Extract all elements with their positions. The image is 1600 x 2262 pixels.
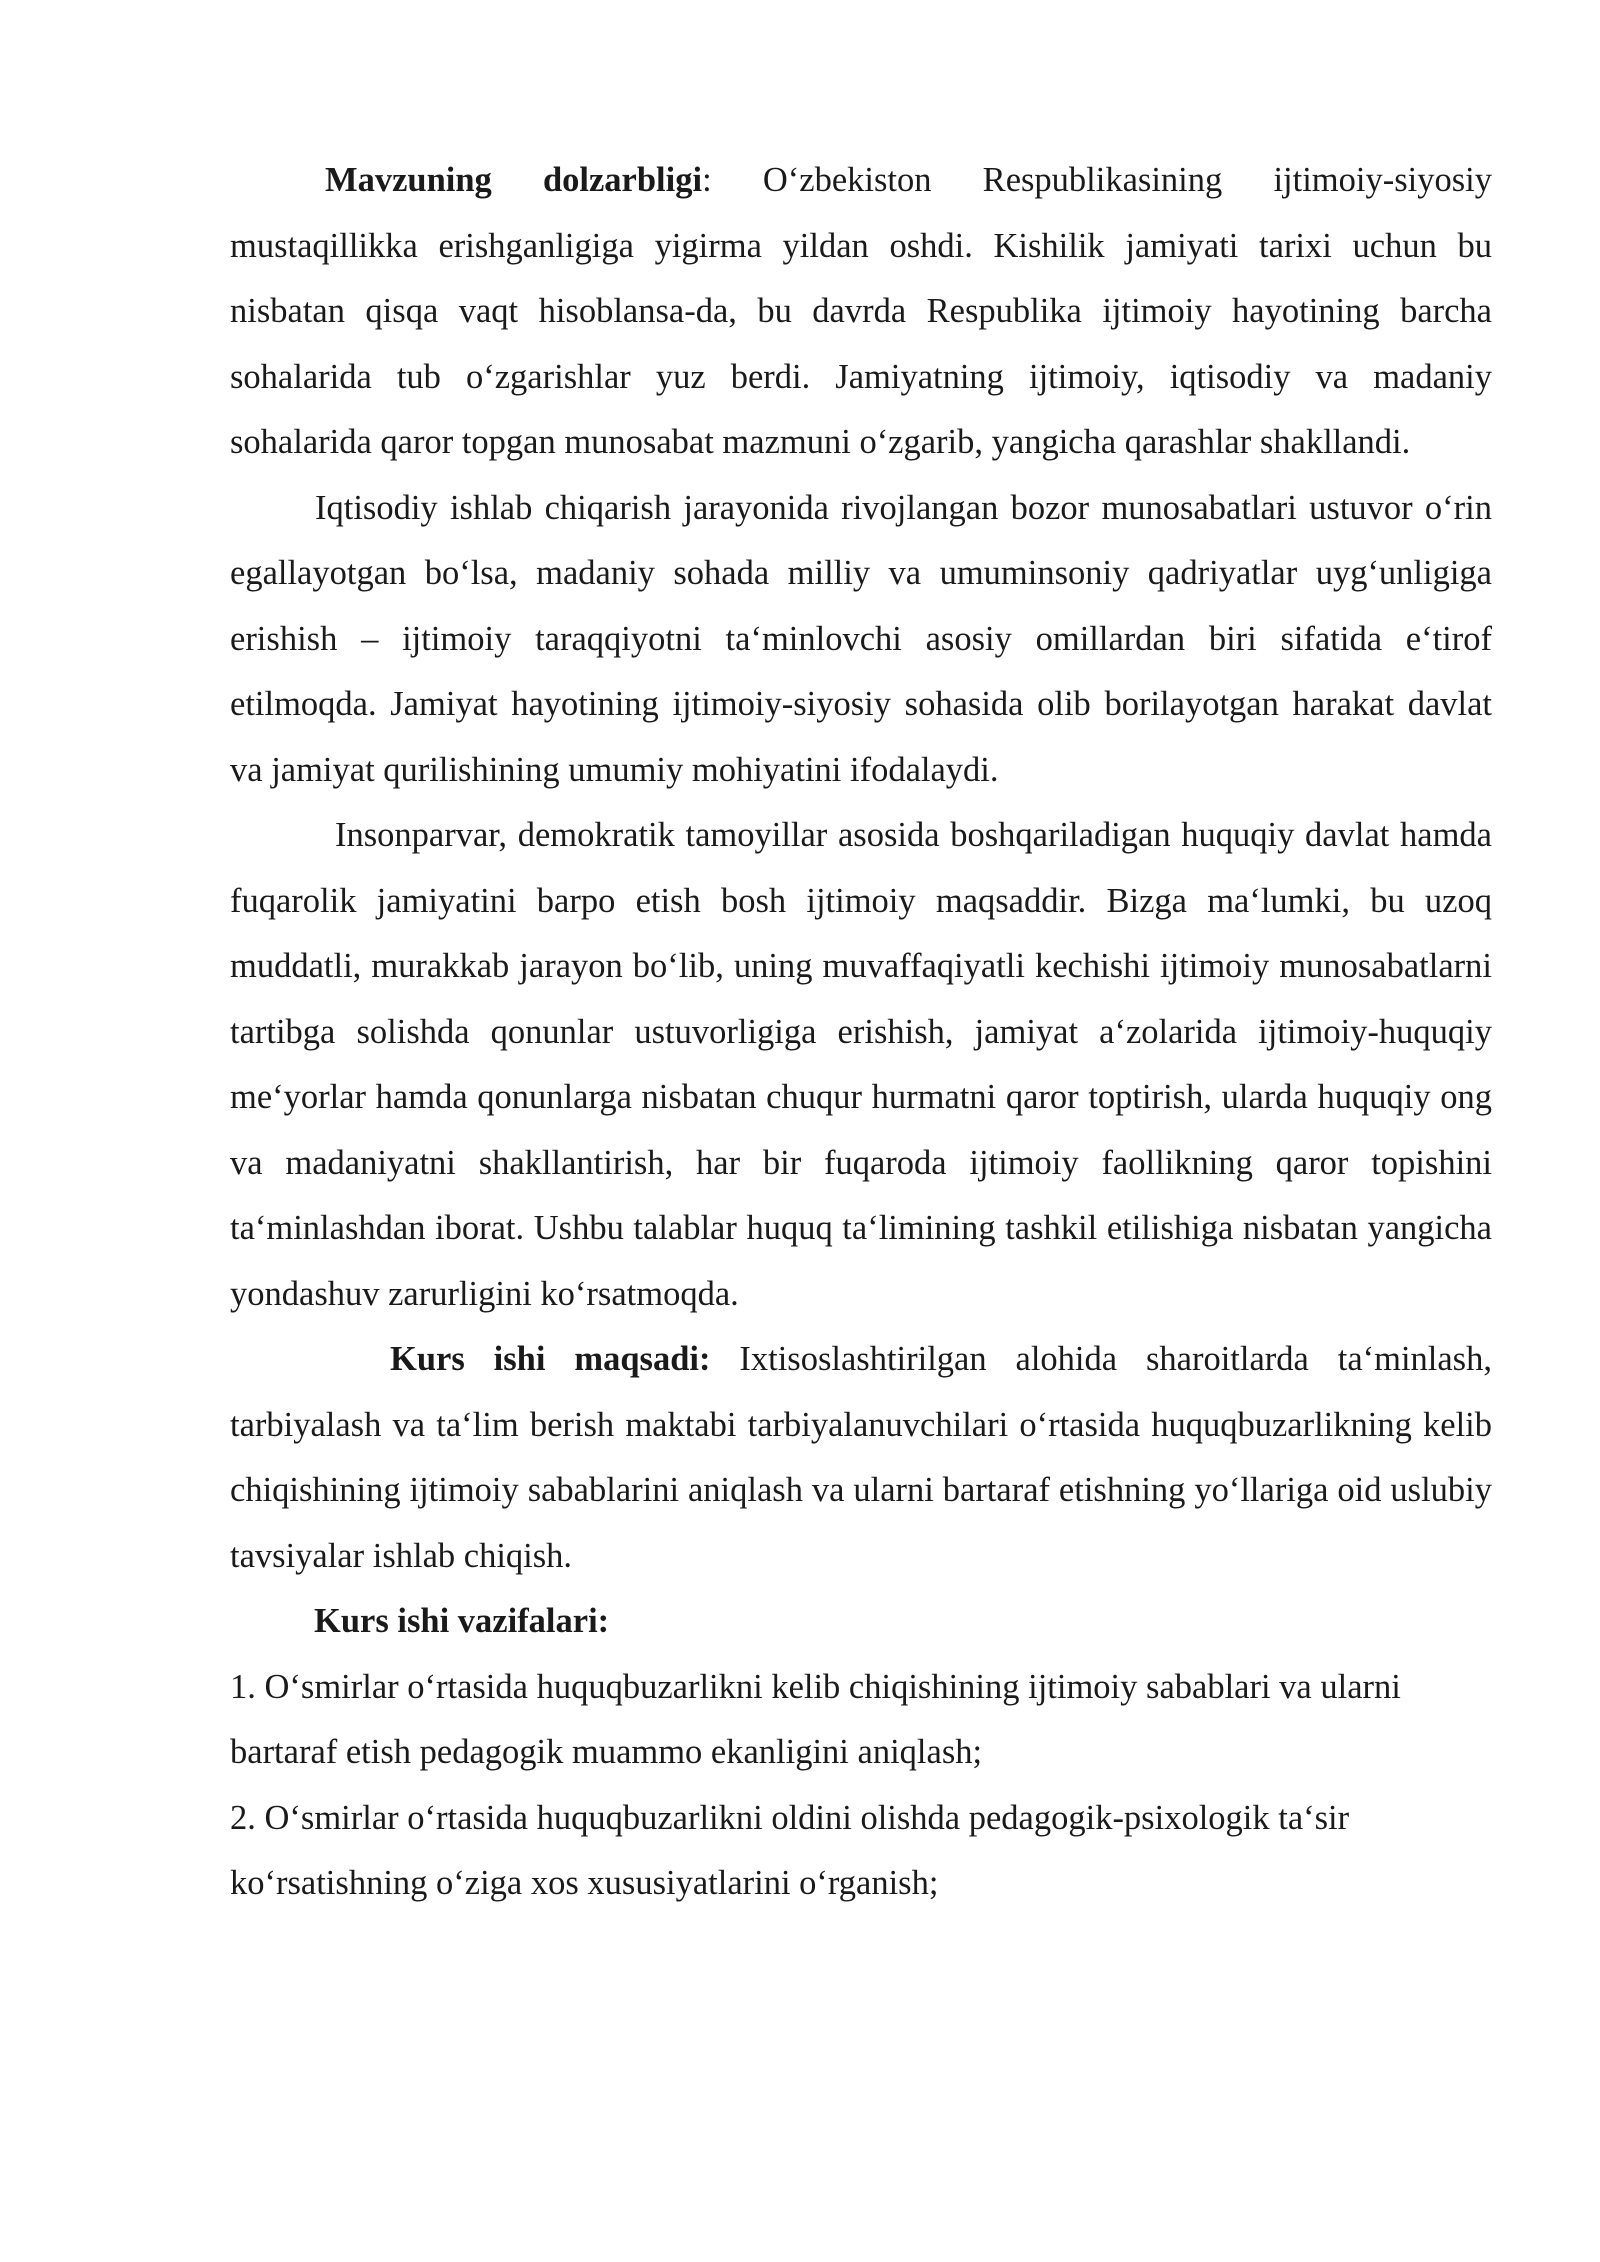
paragraph-relevance (230, 148, 1492, 476)
paragraph-economy (230, 476, 1492, 804)
paragraph-goal (230, 1327, 1492, 1589)
list-item (230, 1786, 1492, 1917)
state-text: Insonparvar, demokratik tamoyillar asosida boshqariladigan huquqiy davlat hamda fuqarolik jamiyatini barpo etish bosh ijtimoiy maqsaddir. Bizga ma‘lumki, bu uzoq muddatli, murakkab jarayon bo‘lib, uning muvaffaqiyatli kechishi ijtimoiy munosabatlarni tartibga solishda qonunlar ustuvorligiga erishish, jamiyat a‘zolarida ijtimoiy-huquqiy me‘yorlar hamda qonunlarga nisbatan chuqur hurmatni qaror toptirish, ularda huquqiy ong va madaniyatni shakllantirish, har bir fuqaroda ijtimoiy faollikning qaror topishini ta‘minlashdan iborat. Ushbu talablar huquq ta‘limining tashkil etilishiga nisbatan yangicha yondashuv zarurligini ko‘rsatmoqda. (230, 816, 1492, 1313)
relevance-colon: : (702, 161, 712, 199)
document-page (230, 148, 1492, 1917)
tasks-heading: Kurs ishi vazifalari: (314, 1602, 610, 1640)
relevance-text: O‘zbekiston Respublikasining ijtimoiy-siyosiy mustaqillikka erishganligiga yigirma yildan oshdi. Kishilik jamiyati tarixi uchun bu nisbatan qisqa vaqt hisoblansa-da, bu davrda Respublika ijtimoiy hayotining barcha sohalarida tub o‘zgarishlar yuz berdi. Jamiyatning ijtimoiy, iqtisodiy va madaniy sohalarida qaror topgan munosabat mazmuni o‘zgarib, yangicha qarashlar shakllandi. (230, 161, 1492, 461)
task-item-2: 2. O‘smirlar o‘rtasida huquqbuzarlikni oldini olishda pedagogik-psixologik ta‘sir ko‘rsatishning o‘ziga xos xususiyatlarini o‘rganish; (230, 1798, 1350, 1902)
goal-heading: Kurs ishi maqsadi: (390, 1340, 711, 1378)
paragraph-tasks-heading (230, 1589, 1492, 1655)
task-item-1: 1. O‘smirlar o‘rtasida huquqbuzarlikni kelib chiqishining ijtimoiy sabablari va ularni bartaraf etish pedagogik muammo ekanligini aniqlash; (230, 1667, 1401, 1771)
paragraph-state (230, 803, 1492, 1327)
economy-text: Iqtisodiy ishlab chiqarish jarayonida rivojlangan bozor munosabatlari ustuvor o‘rin egallayotgan bo‘lsa, madaniy sohada milliy va umuminsoniy qadriyatlar uyg‘unligiga erishish – ijtimoiy taraqqiyotni ta‘minlovchi asosiy omillardan biri sifatida e‘tirof etilmoqda. Jamiyat hayotining ijtimoiy-siyosiy sohasida olib borilayotgan harakat davlat va jamiyat qurilishining umumiy mohiyatini ifodalaydi. (230, 488, 1492, 789)
relevance-heading: Mavzuning dolzarbligi (325, 161, 703, 199)
list-item (230, 1655, 1492, 1786)
goal-text: Ixtisoslashtirilgan alohida sharoitlarda ta‘minlash, tarbiyalash va ta‘lim berish maktabi tarbiyalanuvchilari o‘rtasida huquqbuzarlikning kelib chiqishining ijtimoiy sabablarini aniqlash va ularni bartaraf etishning yo‘llariga oid uslubiy tavsiyalar ishlab chiqish. (230, 1340, 1492, 1575)
